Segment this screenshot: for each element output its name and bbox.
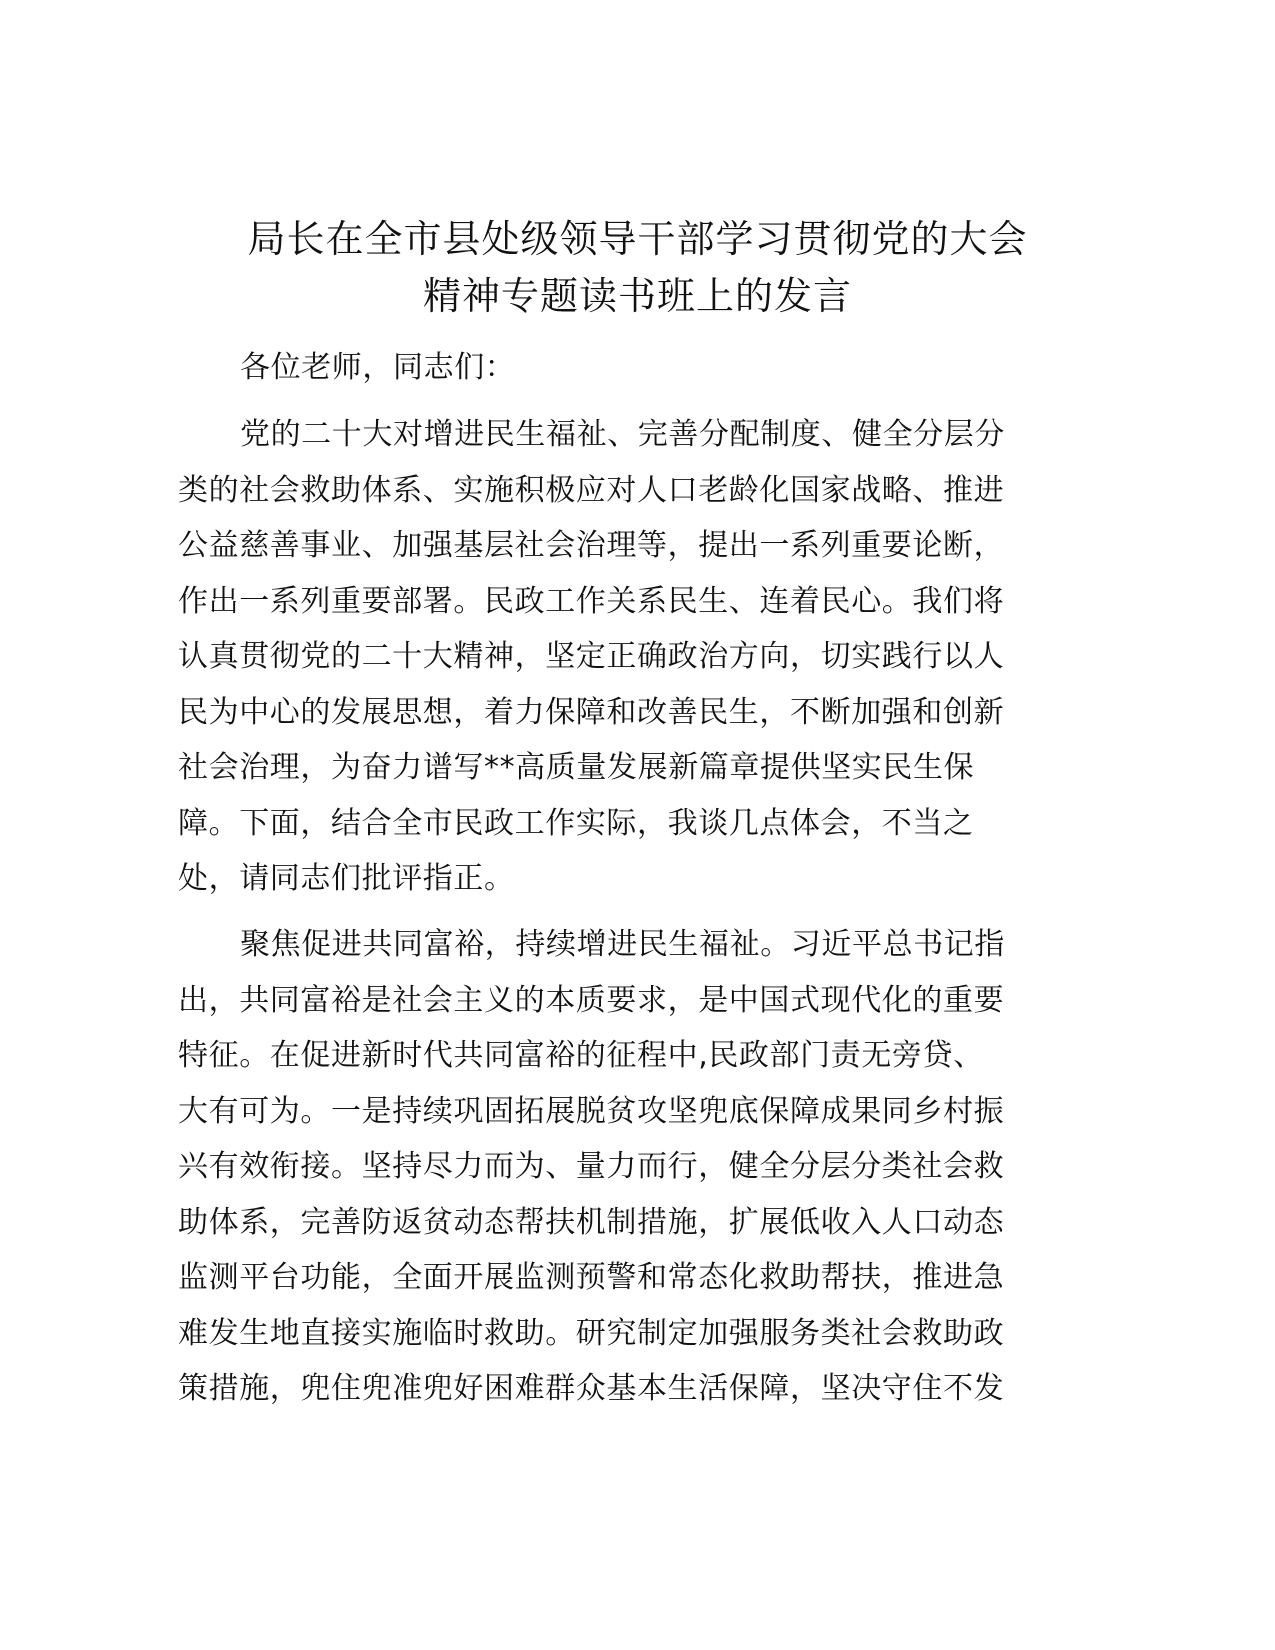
text-line: 策措施，兜住兜准兜好困难群众基本生活保障，坚决守住不发 <box>178 1371 1005 1406</box>
title-line: 局长在全市县处级领导干部学习贯彻党的大会 <box>247 217 1028 261</box>
greeting <box>178 340 1048 396</box>
title-line: 精神专题读书班上的发言 <box>422 274 852 318</box>
greeting-text: 各位老师，同志们： <box>240 350 516 385</box>
text-line: 作出一系列重要部署。民政工作关系民生、连着民心。我们将 <box>178 583 1005 619</box>
text-line: 处，请同志们批评指正。 <box>178 861 515 896</box>
text-line: 特征。在促进新时代共同富裕的征程中,民政部门责无旁贷、 <box>178 1038 984 1073</box>
text-line: 社会治理，为奋力谱写**高质量发展新篇章提供坚实民生保 <box>178 750 975 785</box>
text-line: 出，共同富裕是社会主义的本质要求，是中国式现代化的重要 <box>178 982 1005 1018</box>
text-line: 障。下面，结合全市民政工作实际，我谈几点体会，不当之 <box>178 805 974 841</box>
document-title <box>0 211 1275 325</box>
text-line: 类的社会救助体系、实施积极应对人口老龄化国家战略、推进 <box>178 472 1005 508</box>
text-line: 兴有效衔接。坚持尽力而为、量力而行，健全分层分类社会救 <box>178 1149 1005 1184</box>
text-line: 公益慈善事业、加强基层社会治理等，提出一系列重要论断， <box>178 528 1005 563</box>
text-line: 认真贯彻党的二十大精神，坚定正确政治方向，切实践行以人 <box>178 639 1005 674</box>
paragraph-1 <box>178 407 1048 907</box>
text-line: 助体系，完善防返贫动态帮扶机制措施，扩展低收入人口动态 <box>178 1204 1005 1240</box>
text-line: 党的二十大对增进民生福祉、完善分配制度、健全分层分 <box>240 417 1005 452</box>
text-line: 大有可为。一是持续巩固拓展脱贫攻坚兜底保障成果同乡村振 <box>178 1093 1005 1129</box>
text-line: 难发生地直接实施临时救助。研究制定加强服务类社会救助政 <box>178 1315 1005 1351</box>
text-line: 聚焦促进共同富裕，持续增进民生福祉。习近平总书记指 <box>240 927 1005 962</box>
text-line: 监测平台功能，全面开展监测预警和常态化救助帮扶，推进急 <box>178 1260 1005 1295</box>
text-line: 民为中心的发展思想，着力保障和改善民生，不断加强和创新 <box>178 694 1005 730</box>
paragraph-2 <box>178 917 1048 1417</box>
